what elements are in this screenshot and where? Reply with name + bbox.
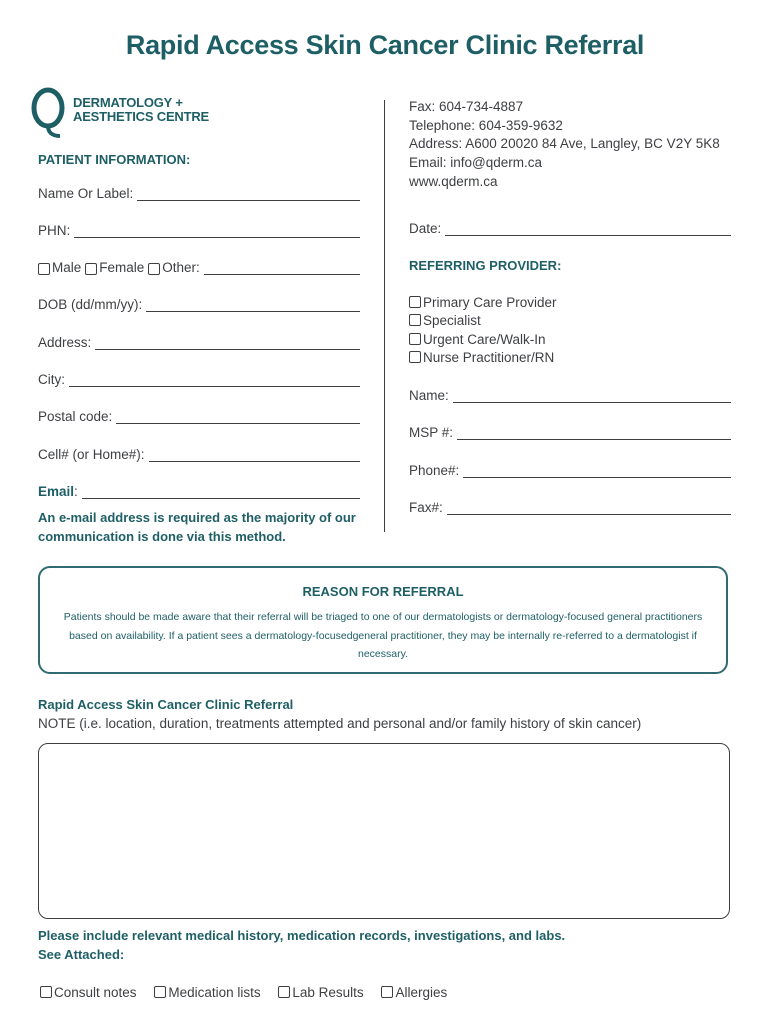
consult-notes-label: Consult notes (54, 985, 137, 1000)
male-checkbox[interactable] (38, 263, 50, 275)
attachment-option[interactable] (40, 985, 137, 1000)
cell-label: Cell# (or Home#): (38, 447, 145, 462)
cell-field[interactable] (38, 447, 360, 462)
logo-q-icon (30, 86, 70, 138)
email-field[interactable] (38, 484, 360, 499)
provider-name-field[interactable] (409, 388, 731, 403)
phone-label: Phone#: (409, 463, 460, 478)
allergies-checkbox[interactable] (381, 986, 393, 998)
allergies-label: Allergies (395, 985, 448, 1000)
address-field[interactable] (38, 335, 360, 350)
email-label: Email (38, 484, 75, 499)
attachments-row (40, 985, 461, 1000)
name-field[interactable] (38, 186, 360, 201)
other-line[interactable] (204, 260, 360, 275)
reason-text: Patients should be made aware that their referral will be triaged to one of our dermatologists or dermatology-focused general practitioners based on availability. If a patient sees a dermatology-focusedgeneral practitioner, they may be internally re-referred to a dermatologist if necessary. (63, 611, 703, 660)
contact-website: www.qderm.ca (409, 174, 498, 189)
contact-address: Address: A600 20020 84 Ave, Langley, BC V2Y 5K8 (409, 136, 720, 151)
specialist-checkbox[interactable] (409, 314, 421, 326)
attachment-option[interactable] (381, 985, 447, 1000)
other-label: Other: (162, 260, 200, 275)
primary-care-label: Primary Care Provider (423, 295, 557, 310)
phn-line[interactable] (74, 223, 360, 238)
notes-textarea[interactable] (38, 743, 730, 919)
specialist-label: Specialist (423, 313, 481, 328)
notes-subheading: NOTE (i.e. location, duration, treatments attempted and personal and/or family history of skin cancer) (38, 716, 642, 731)
phn-label: PHN: (38, 223, 71, 238)
email-line[interactable] (82, 484, 360, 499)
date-label: Date: (409, 221, 442, 236)
attachment-option[interactable] (278, 985, 363, 1000)
phone-line[interactable] (463, 463, 731, 478)
reason-heading: REASON FOR REFERRAL (302, 584, 464, 599)
logo-text (73, 96, 209, 124)
notes-heading: Rapid Access Skin Cancer Clinic Referral (38, 697, 294, 712)
contact-fax: Fax: 604-734-4887 (409, 99, 524, 114)
fax-line[interactable] (447, 500, 731, 515)
medication-lists-checkbox[interactable] (154, 986, 166, 998)
see-attached-label: See Attached: (38, 947, 125, 962)
name-line[interactable] (137, 186, 360, 201)
phn-field[interactable] (38, 223, 360, 238)
contact-telephone: Telephone: 604-359-9632 (409, 118, 563, 133)
referring-provider-heading: REFERRING PROVIDER: (409, 258, 562, 273)
postal-code-label: Postal code: (38, 409, 113, 424)
contact-email: Email: info@qderm.ca (409, 155, 543, 170)
column-divider (384, 100, 385, 532)
city-field[interactable] (38, 372, 360, 387)
phone-field[interactable] (409, 463, 731, 478)
nurse-practitioner-checkbox[interactable] (409, 351, 421, 363)
date-field[interactable] (409, 221, 731, 236)
address-label: Address: (38, 335, 92, 350)
email-colon: : (74, 484, 78, 499)
provider-type-option[interactable] (409, 332, 546, 347)
dob-label: DOB (dd/mm/yy): (38, 297, 143, 312)
msp-label: MSP #: (409, 425, 454, 440)
lab-results-label: Lab Results (292, 985, 364, 1000)
cell-line[interactable] (149, 447, 360, 462)
footer-instruction: Please include relevant medical history, medication records, investigations, and labs. (38, 928, 566, 943)
lab-results-checkbox[interactable] (278, 986, 290, 998)
logo-line-1: DERMATOLOGY + (73, 95, 183, 110)
provider-type-option[interactable] (409, 295, 557, 310)
date-line[interactable] (445, 221, 731, 236)
male-label: Male (52, 260, 82, 275)
patient-info-heading: PATIENT INFORMATION: (38, 152, 191, 167)
postal-code-field[interactable] (38, 409, 360, 424)
attachment-option[interactable] (154, 985, 260, 1000)
email-required-note: An e-mail address is required as the majority of our communication is done via this method. (38, 510, 356, 544)
provider-type-option[interactable] (409, 313, 481, 328)
logo-line-2: AESTHETICS CENTRE (73, 109, 210, 124)
nurse-practitioner-label: Nurse Practitioner/RN (423, 350, 555, 365)
city-label: City: (38, 372, 65, 387)
provider-name-line[interactable] (453, 388, 731, 403)
page-title: Rapid Access Skin Cancer Clinic Referral (125, 30, 645, 60)
medication-lists-label: Medication lists (168, 985, 261, 1000)
city-line[interactable] (69, 372, 360, 387)
fax-label: Fax#: (409, 500, 443, 515)
other-checkbox[interactable] (148, 263, 160, 275)
sex-field[interactable] (38, 260, 360, 275)
dob-line[interactable] (146, 297, 360, 312)
female-checkbox[interactable] (85, 263, 97, 275)
provider-name-label: Name: (409, 388, 449, 403)
name-label: Name Or Label: (38, 186, 134, 201)
dob-field[interactable] (38, 297, 360, 312)
consult-notes-checkbox[interactable] (40, 986, 52, 998)
female-label: Female (99, 260, 145, 275)
msp-line[interactable] (457, 425, 731, 440)
primary-care-checkbox[interactable] (409, 296, 421, 308)
postal-code-line[interactable] (116, 409, 360, 424)
fax-field[interactable] (409, 500, 731, 515)
msp-field[interactable] (409, 425, 731, 440)
address-line[interactable] (95, 335, 360, 350)
urgent-care-checkbox[interactable] (409, 333, 421, 345)
provider-type-option[interactable] (409, 350, 554, 365)
urgent-care-label: Urgent Care/Walk-In (423, 332, 546, 347)
